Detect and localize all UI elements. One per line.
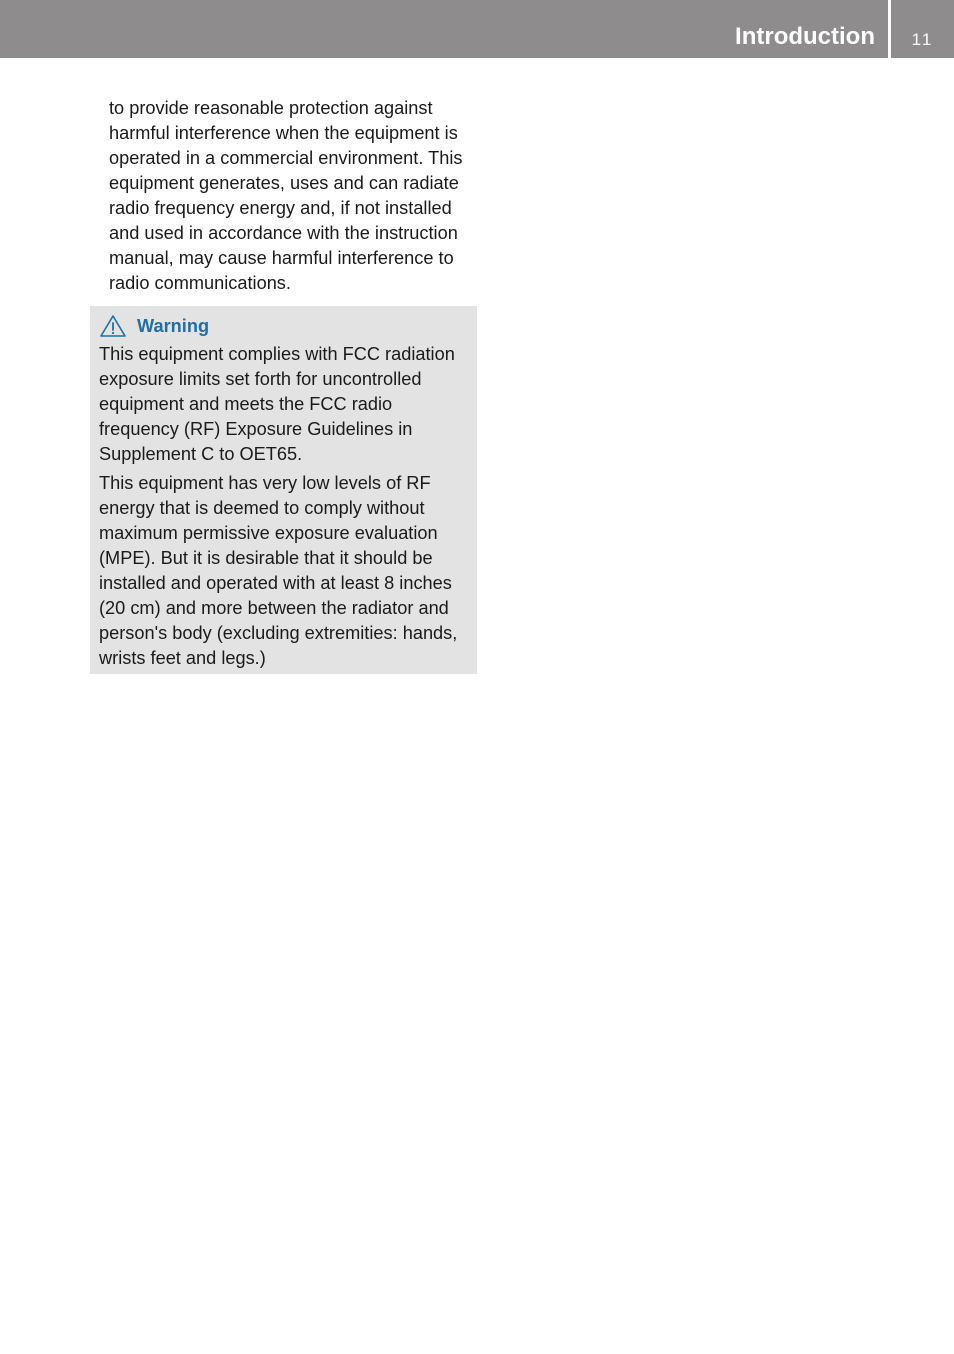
page-number: 11	[911, 30, 934, 49]
warning-box	[90, 306, 477, 674]
section-title: Introduction	[735, 23, 875, 50]
warning-triangle-icon	[99, 314, 127, 338]
warning-label: Warning	[137, 315, 210, 336]
warning-header	[99, 310, 471, 342]
warning-paragraph-1: This equipment complies with FCC radiation exposure limits set forth for uncontrolled equipment and meets the FCC radio frequency (RF) Exposure Guidelines in Supplement C to OET65.	[99, 344, 455, 464]
warning-paragraph-2: This equipment has very low levels of RF energy that is deemed to comply without maximum permissive exposure evaluation (MPE). But it is desirable that it should be installed and operated with at least 8 inches (20 cm) and more between the radiator and person's body (excluding extremities: hands, wrists feet and legs.)	[99, 473, 458, 668]
intro-paragraph: to provide reasonable protection against harmful interference when the equipment is operated in a commercial environment. This equipment generates, uses and can radiate radio frequency energy and, if not installed and used in accordance with the instruction manual, may cause harmful interference to radio communications.	[109, 98, 463, 293]
